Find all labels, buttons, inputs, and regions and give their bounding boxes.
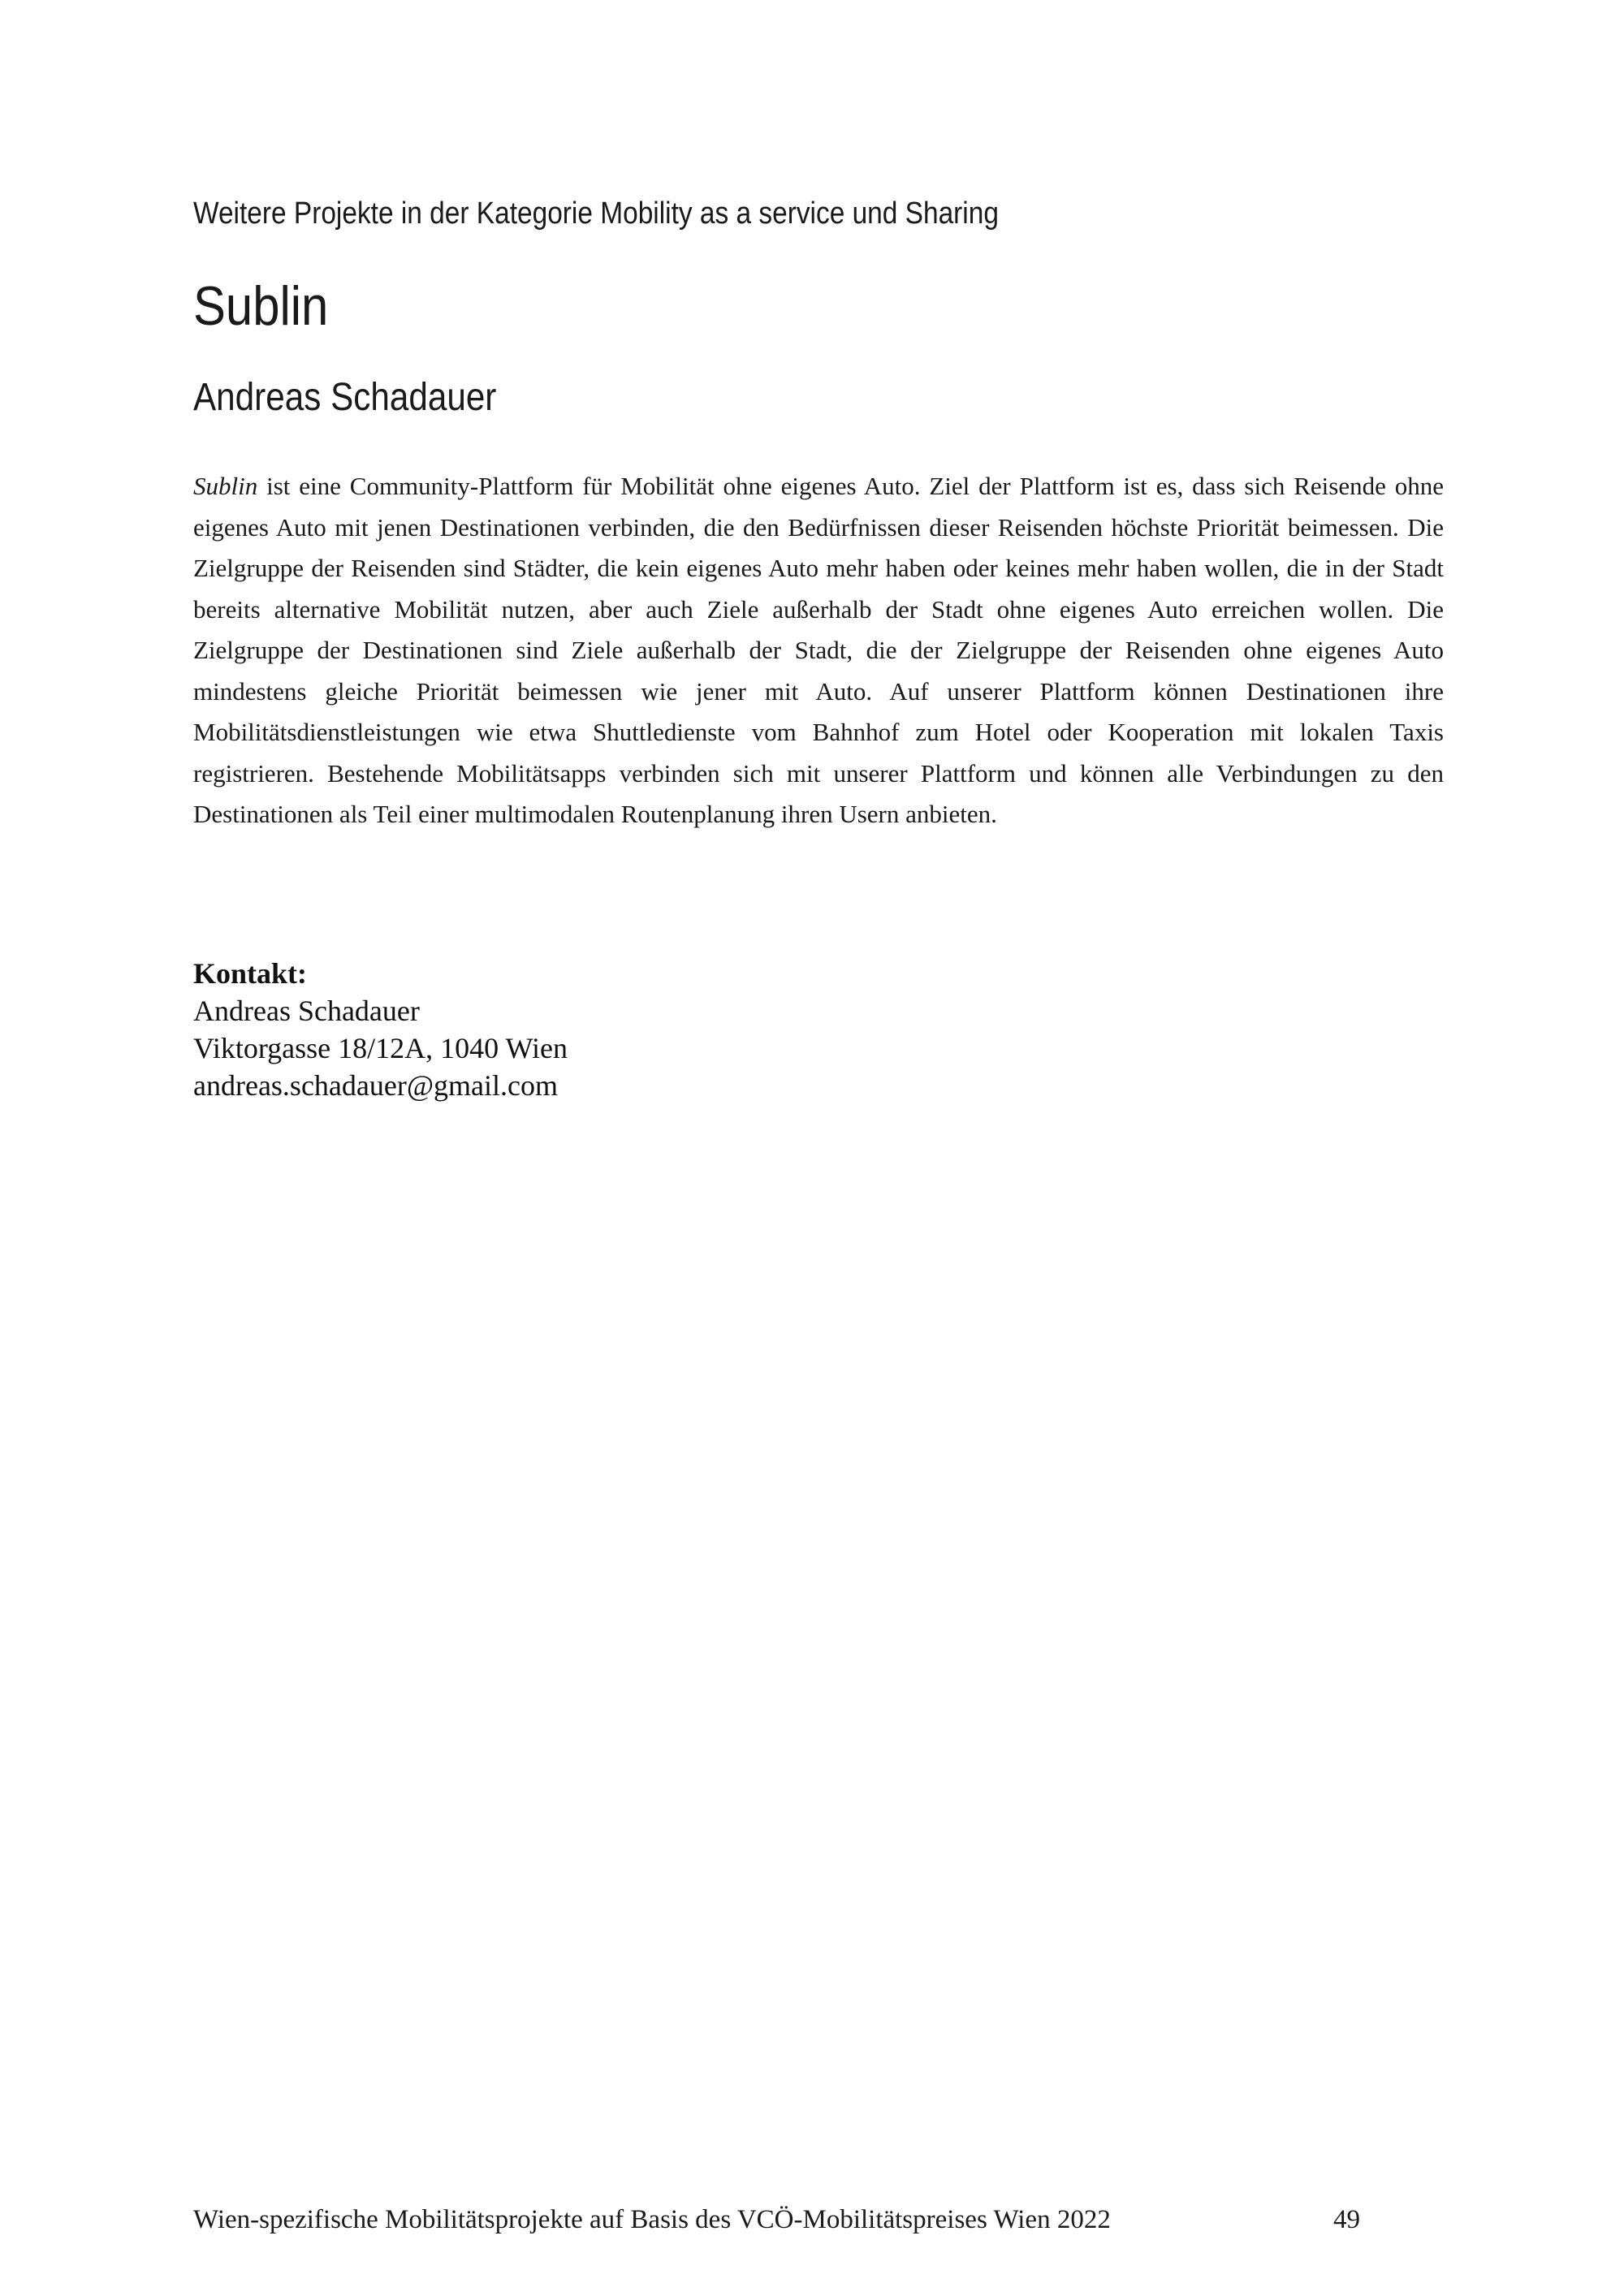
footer-document-title: Wien-spezifische Mobilitätsprojekte auf Basis des VCÖ-Mobilitätspreises Wien 2022 [193,2205,1111,2234]
description-text: ist eine Community-Plattform für Mobilität ohne eigenes Auto. Ziel der Plattform ist es, dass sich Reisende ohne eigenes Auto mit jenen Destinationen verbinden, die den Bedürfnissen dieser Reisenden höchste Priorität beimessen. Die Zielgruppe der Reisenden sind Städter, die kein eigenes Auto mehr haben oder keines mehr haben wollen, die in der Stadt bereits alternative Mobilität nutzen, aber auch Ziele außerhalb der Stadt ohne eigenes Auto erreichen wollen. Die Zielgruppe der Destinationen sind Ziele außerhalb der Stadt, die der Zielgruppe der Reisenden ohne eigenes Auto mindestens gleiche Priorität beimessen wie jener mit Auto. Auf unserer Plattform können Destinationen ihre Mobilitätsdienstleistungen wie etwa Shuttledienste vom Bahnhof zum Hotel oder Kooperation mit lokalen Taxis registrieren. Bestehende Mobilitätsapps verbinden sich mit unserer Plattform und können alle Verbindungen zu den Destinationen als Teil einer multimodalen Routenplanung ihren Usern anbieten. [193,472,1444,828]
description-lead: Sublin [193,472,258,500]
category-heading: Weitere Projekte in der Kategorie Mobility as a service und Sharing [193,196,999,231]
contact-name: Andreas Schadauer [193,995,420,1027]
contact-label: Kontakt: [193,957,308,990]
contact-block [193,955,568,1104]
contact-address: Viktorgasse 18/12A, 1040 Wien [193,1032,568,1064]
page-number: 49 [1333,2205,1360,2234]
project-author: Andreas Schadauer [193,376,497,419]
contact-email[interactable]: andreas.schadauer@gmail.com [193,1069,558,1102]
project-title: Sublin [193,275,329,337]
project-description [193,466,1444,835]
